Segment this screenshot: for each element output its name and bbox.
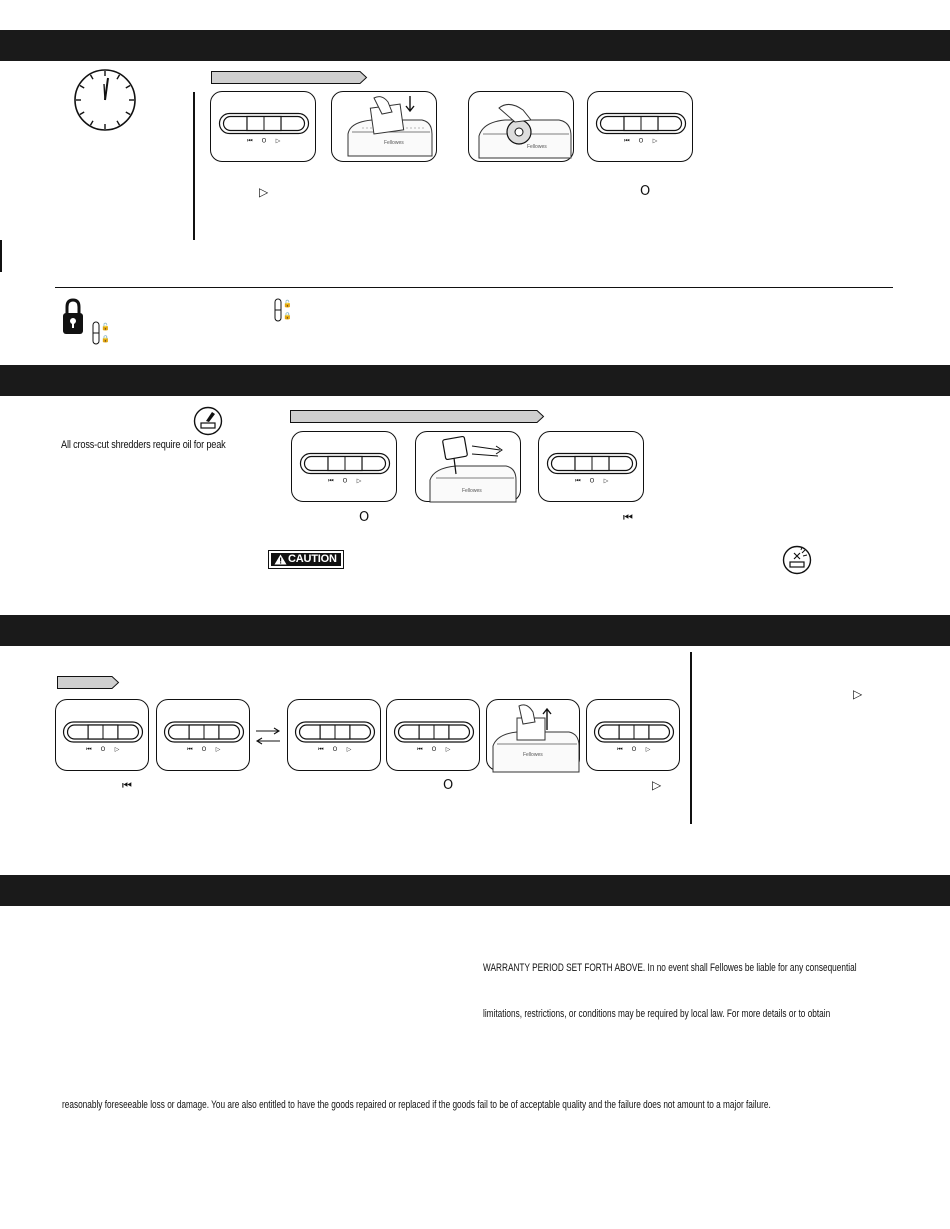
- section-header-warranty: [0, 875, 950, 906]
- switch-label-off: O: [100, 746, 106, 753]
- shredder-feed-image: [331, 91, 437, 162]
- divider-horizontal: [55, 287, 893, 288]
- switch-panel-forward: [156, 699, 250, 771]
- switch-label-off: O: [332, 746, 338, 753]
- svg-text:🔓: 🔓: [101, 323, 110, 331]
- no-aerosol-icon: [782, 545, 812, 580]
- section-header-feeding: [0, 30, 950, 61]
- step-arrow: [290, 410, 544, 423]
- reverse-symbol: ⏮: [122, 779, 129, 792]
- switch-label-off: O: [638, 137, 644, 145]
- switch-label-auto: ▷: [603, 477, 609, 485]
- off-symbol: O: [640, 184, 651, 199]
- switch-label-reverse: ⏮: [318, 746, 324, 753]
- switch-label-reverse: ⏮: [417, 746, 423, 753]
- switch-label-off: O: [431, 746, 437, 753]
- reverse-symbol: ⏮: [623, 511, 630, 524]
- section-header-maintenance: [0, 365, 950, 396]
- auto-symbol: ▷: [853, 687, 863, 701]
- switch-label-reverse: ⏮: [575, 477, 581, 485]
- divider-vertical: [193, 92, 195, 240]
- lock-switch-icon: [92, 321, 108, 350]
- lock-switch-icon-inline: [274, 298, 290, 327]
- svg-text:Fellowes: Fellowes: [523, 752, 543, 758]
- switch-label-reverse: ⏮: [86, 746, 92, 753]
- step-arrow-short: [57, 676, 119, 689]
- switch-label-off: O: [201, 746, 207, 753]
- switch-label-auto: ▷: [114, 746, 120, 753]
- svg-text:🔓: 🔓: [283, 300, 292, 308]
- switch-panel-reverse: [538, 431, 644, 502]
- switch-panel-reverse: [55, 699, 149, 771]
- switch-panel-off: [291, 431, 397, 502]
- back-forth-arrows-icon: [254, 726, 282, 751]
- maintenance-intro: All cross-cut shredders require oil for peak: [61, 439, 226, 451]
- off-symbol: O: [359, 510, 370, 525]
- switch-label-auto: ▷: [346, 746, 352, 753]
- svg-text:Fellowes: Fellowes: [384, 140, 404, 146]
- padlock-icon: [62, 298, 84, 341]
- switch-label-reverse: ⏮: [328, 477, 334, 485]
- divider-vertical: [690, 652, 692, 824]
- switch-label-auto: ▷: [445, 746, 451, 753]
- switch-panel-off: [386, 699, 480, 771]
- caution-label: [268, 550, 344, 569]
- switch-label-auto: ▷: [652, 137, 658, 145]
- switch-label-reverse: ⏮: [187, 746, 193, 753]
- switch-panel-reverse: [287, 699, 381, 771]
- switch-label-auto: ▷: [645, 746, 651, 753]
- oil-icon: [193, 406, 223, 441]
- switch-panel-auto: [210, 91, 316, 162]
- switch-label-off: O: [261, 137, 267, 145]
- caution-text: CAUTION: [288, 553, 337, 565]
- svg-text:🔒: 🔒: [283, 312, 292, 320]
- section-header-jam: [0, 615, 950, 646]
- auto-symbol: ▷: [259, 185, 269, 199]
- warranty-text-line: reasonably foreseeable loss or damage. You are also entitled to have the goods repaired or replaced if the goods fail to be of acceptable quality and the failure does not amount to a major failure.: [62, 1099, 771, 1111]
- warranty-text-line: limitations, restrictions, or conditions may be required by local law. For more details or to obtain: [483, 1008, 831, 1020]
- margin-mark: [0, 240, 2, 272]
- switch-label-reverse: ⏮: [624, 137, 630, 145]
- switch-label-reverse: ⏮: [247, 137, 253, 145]
- switch-panel-auto: [586, 699, 680, 771]
- auto-symbol: ▷: [652, 778, 662, 792]
- switch-label-auto: ▷: [356, 477, 362, 485]
- switch-panel-off: [587, 91, 693, 162]
- step-arrow: [211, 71, 367, 84]
- switch-label-auto: ▷: [215, 746, 221, 753]
- shredder-oil-image: [415, 431, 521, 502]
- svg-text:Fellowes: Fellowes: [462, 488, 482, 494]
- shredder-clear-jam-image: [486, 699, 580, 771]
- off-symbol: O: [443, 778, 454, 793]
- switch-label-off: O: [589, 477, 595, 485]
- shredder-cd-image: [468, 91, 574, 162]
- switch-label-off: O: [342, 477, 348, 485]
- warranty-text-line: WARRANTY PERIOD SET FORTH ABOVE. In no event shall Fellowes be liable for any consequential: [483, 962, 857, 974]
- switch-label-reverse: ⏮: [617, 746, 623, 753]
- svg-text:Fellowes: Fellowes: [527, 144, 547, 150]
- switch-label-off: O: [631, 746, 637, 753]
- svg-text:🔒: 🔒: [101, 335, 110, 343]
- switch-label-auto: ▷: [275, 137, 281, 145]
- clock-icon: [73, 68, 137, 137]
